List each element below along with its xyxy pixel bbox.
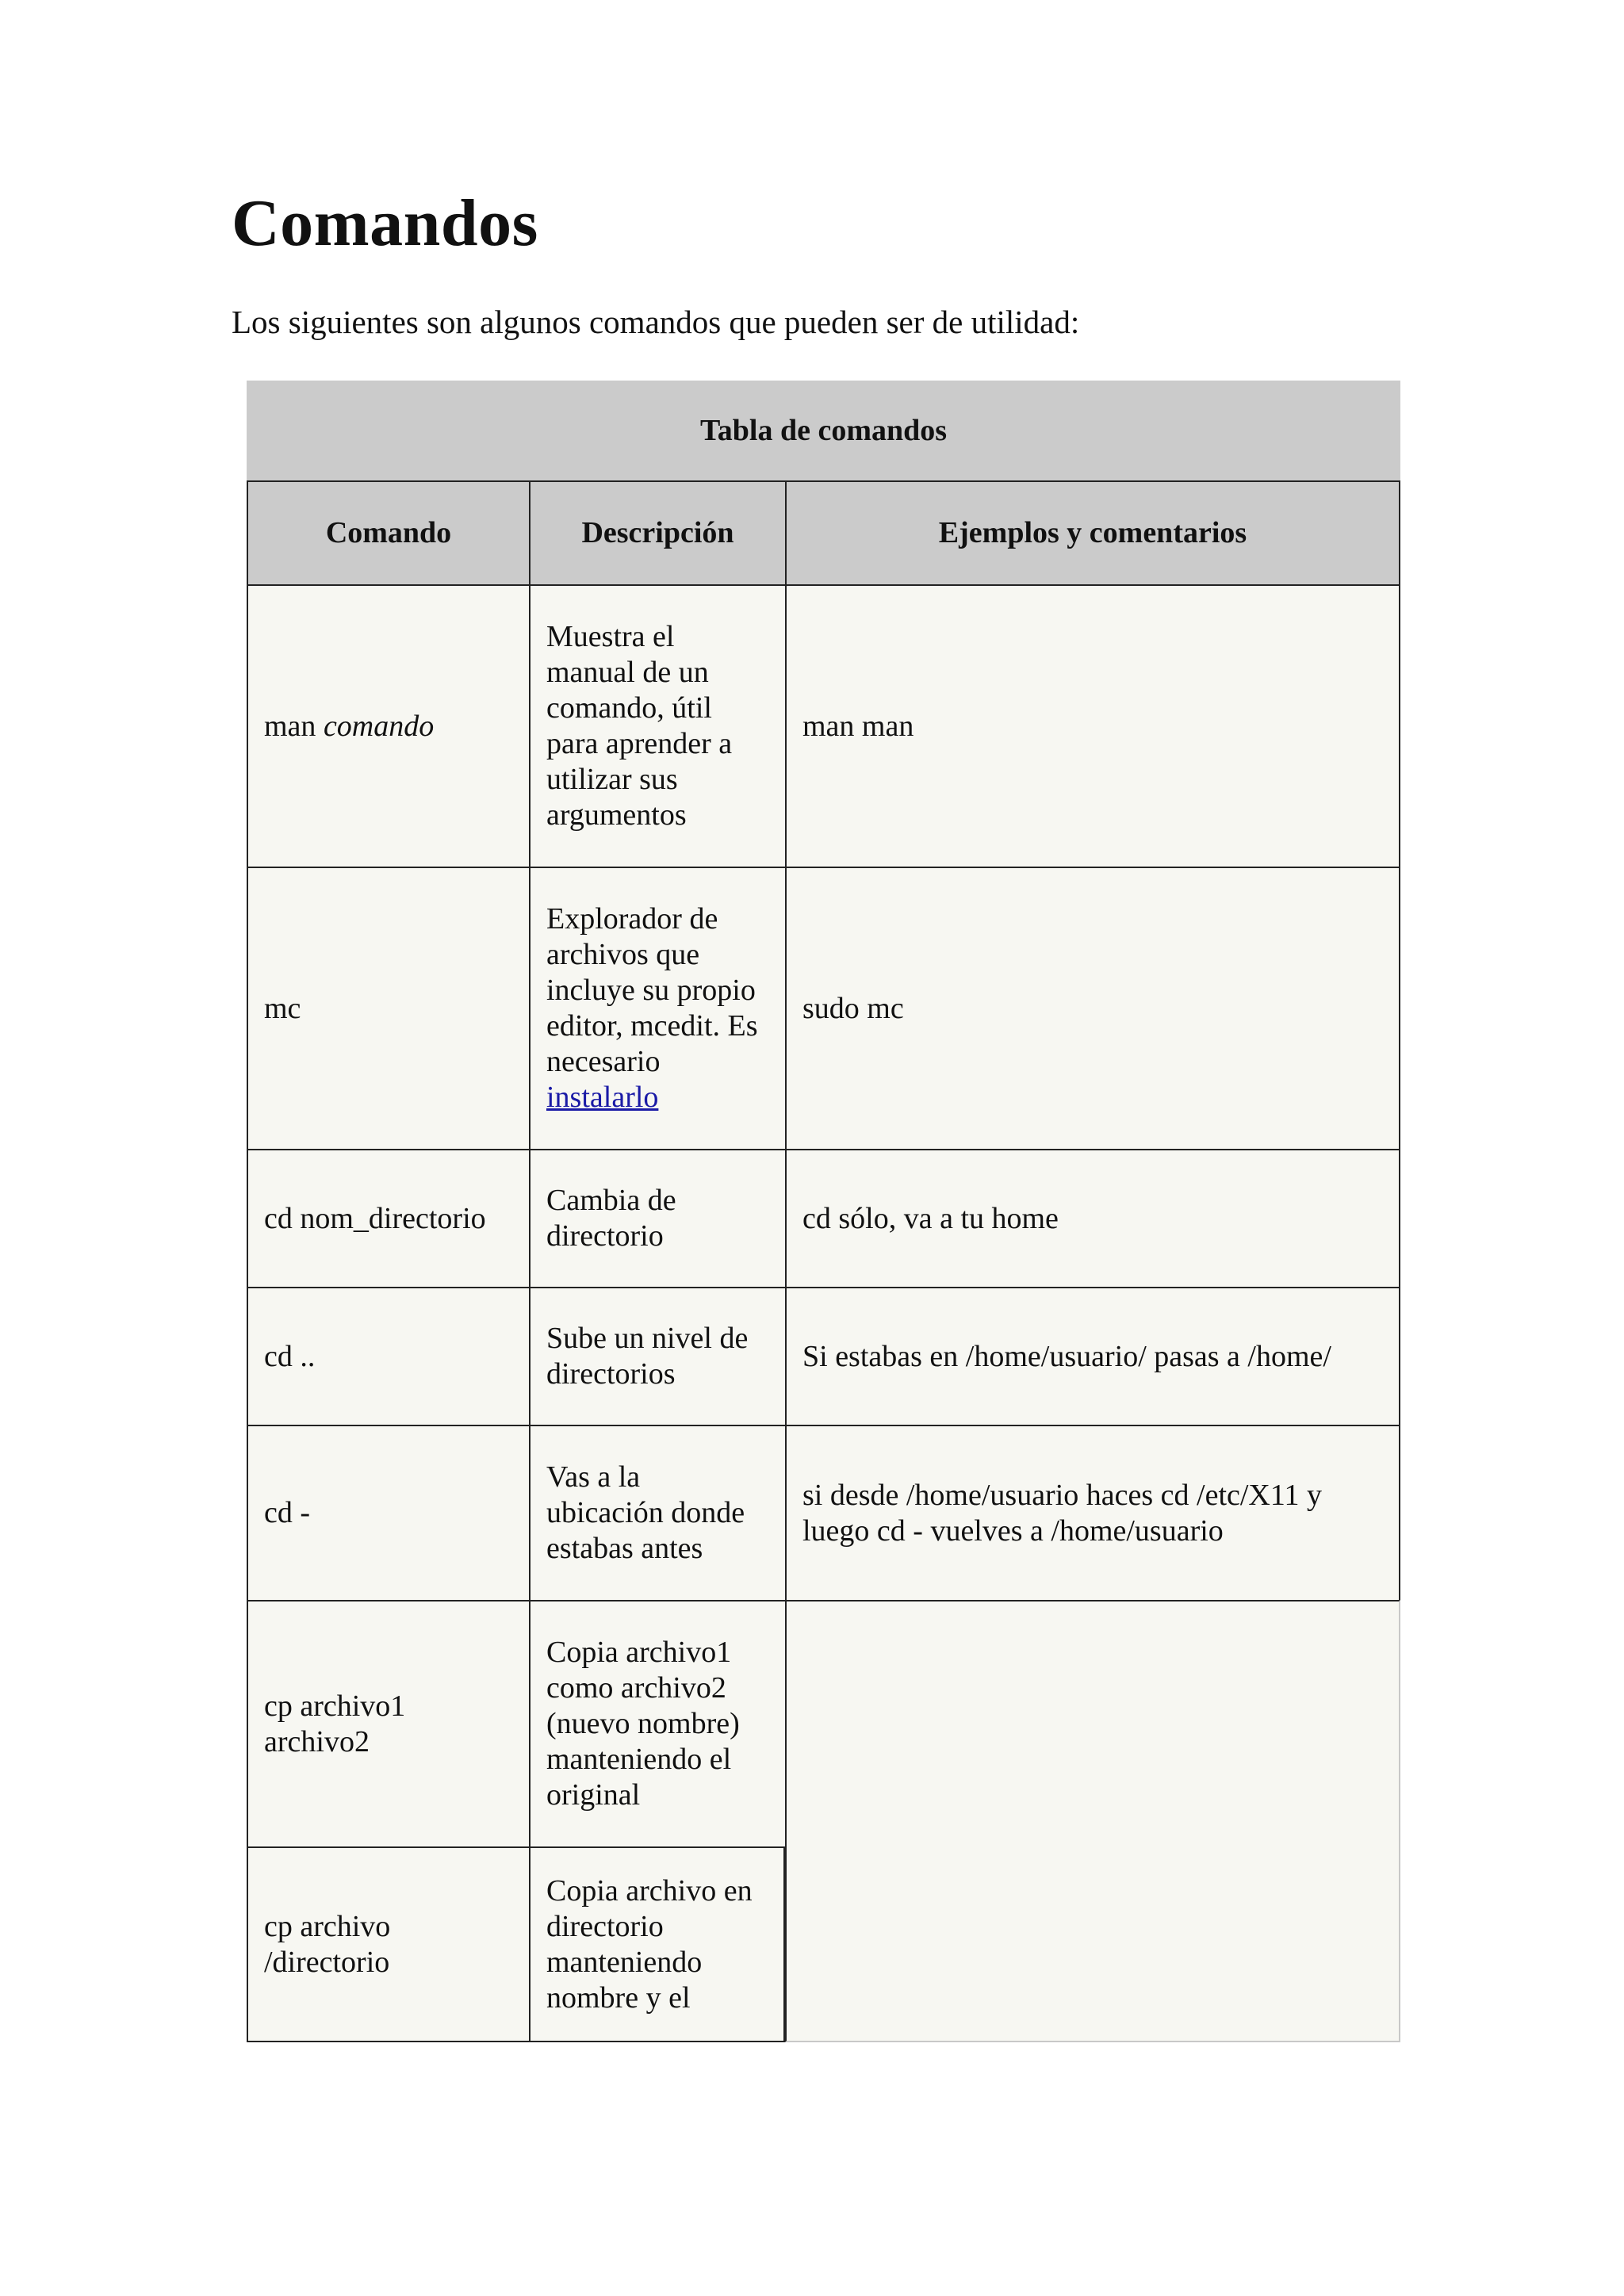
example-text: cd sólo, va a tu home	[802, 1201, 1059, 1235]
cell-example	[785, 867, 1400, 1149]
intro-paragraph: Los siguientes son algunos comandos que pueden ser de utilidad:	[232, 304, 1080, 340]
example-text: si desde /home/usuario haces cd /etc/X11 y luego cd - vuelves a /home/usuario	[802, 1478, 1322, 1548]
example-text: sudo mc	[802, 991, 904, 1025]
cell-example	[785, 1149, 1400, 1287]
command-text: mc	[264, 991, 301, 1025]
cell-command	[247, 1425, 529, 1600]
cell-description	[529, 1149, 785, 1287]
cell-command	[247, 1600, 529, 1846]
page-title: Comandos	[232, 186, 538, 260]
description-text: Copia archivo en directorio manteniendo nombre y el	[546, 1873, 753, 2015]
cell-description	[529, 1425, 785, 1600]
cell-example	[785, 584, 1400, 867]
table-caption: Tabla de comandos	[247, 381, 1400, 480]
command-text: cp archivo /directorio	[264, 1909, 391, 1979]
description-text: Sube un nivel de directorios	[546, 1322, 749, 1391]
description-text: Cambia de directorio	[546, 1184, 676, 1253]
description-text: Explorador de archivos que incluye su propio editor, mcedit. Es necesario instalarlo	[546, 902, 758, 1114]
cell-example	[785, 1425, 1400, 1600]
cell-example-empty	[785, 1600, 1400, 2042]
cell-example	[785, 1287, 1400, 1425]
header-command: Comando	[247, 480, 529, 584]
example-text: Si estabas en /home/usuario/ pasas a /home/	[802, 1339, 1331, 1373]
example-text: man man	[802, 709, 914, 743]
cell-command	[247, 584, 529, 867]
cell-command	[247, 867, 529, 1149]
description-text: Muestra el manual de un comando, útil para aprender a utilizar sus argumentos	[546, 620, 733, 832]
command-text: cp archivo1 archivo2	[264, 1689, 406, 1758]
command-text: cd nom_directorio	[264, 1201, 486, 1235]
header-description: Descripción	[529, 480, 785, 584]
cell-description	[529, 867, 785, 1149]
cell-description	[529, 1600, 785, 1846]
cell-command	[247, 1846, 529, 2042]
cell-command	[247, 1149, 529, 1287]
command-text: cd ..	[264, 1339, 316, 1373]
cell-description	[529, 1287, 785, 1425]
command-text: cd -	[264, 1496, 311, 1529]
install-link[interactable]: instalarlo	[546, 1081, 659, 1114]
cell-description	[529, 1846, 785, 2042]
cell-description	[529, 584, 785, 867]
command-text: man comando	[264, 709, 435, 743]
commands-table	[247, 381, 1400, 2042]
description-text: Vas a la ubicación donde estabas antes	[546, 1460, 745, 1565]
cell-command	[247, 1287, 529, 1425]
header-examples: Ejemplos y comentarios	[785, 480, 1400, 584]
description-text: Copia archivo1 como archivo2 (nuevo nombre) manteniendo el original	[546, 1636, 740, 1812]
